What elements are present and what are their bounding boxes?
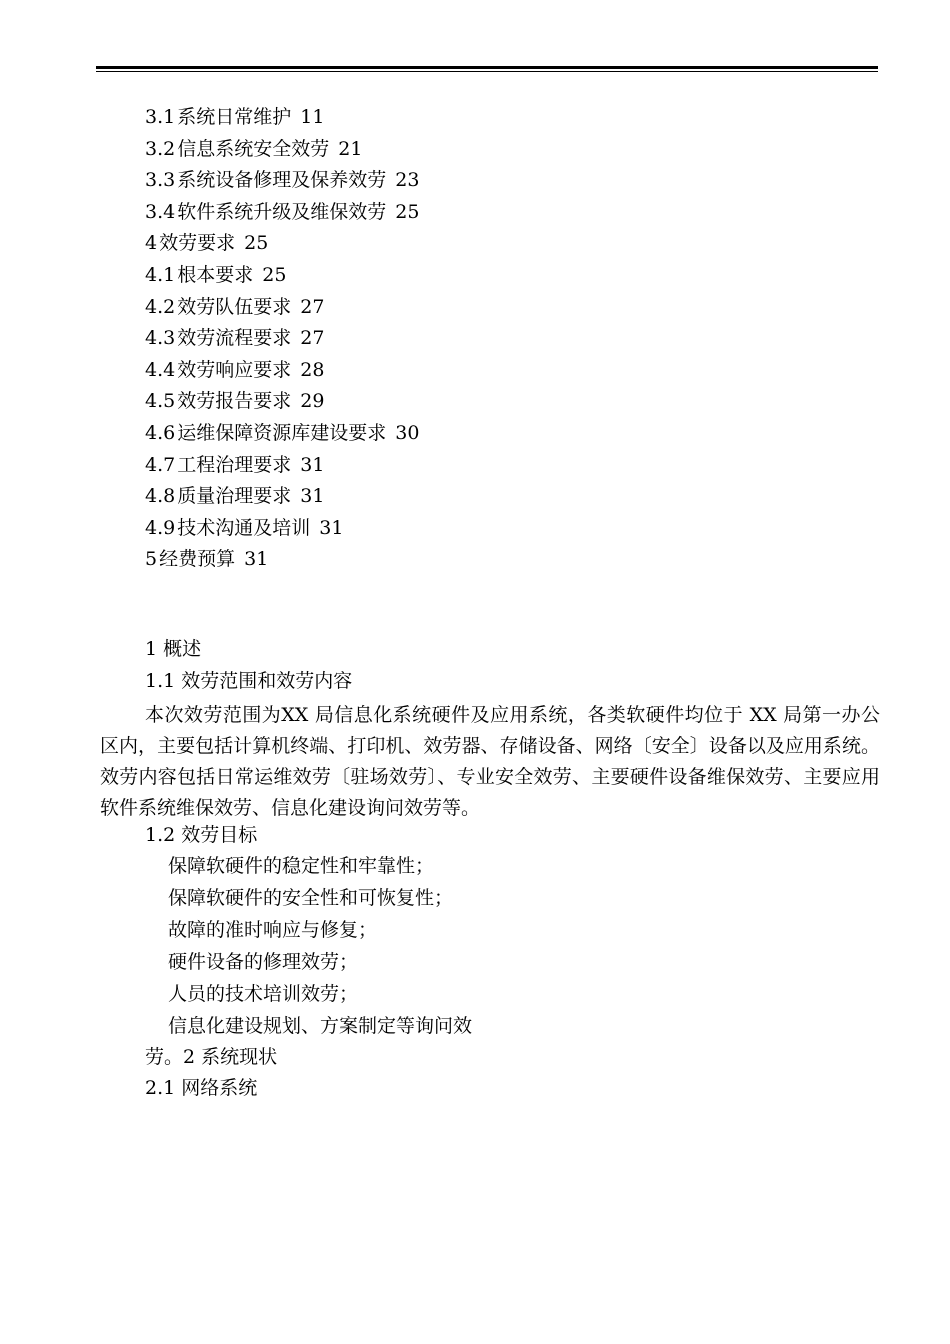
toc-entry-title: 根本要求 — [177, 263, 254, 286]
toc-entry-number: 5 — [145, 548, 158, 571]
toc-entry-number: 4.8 — [145, 485, 176, 508]
toc-entry-number: 3.4 — [145, 200, 176, 223]
toc-entry-page: 25 — [395, 200, 420, 223]
toc-entry-title: 系统设备修理及保养效劳 — [177, 169, 387, 192]
toc-entry-page: 11 — [300, 106, 325, 128]
goal-item: 人员的技术培训效劳； — [168, 983, 359, 1005]
toc-entry — [145, 228, 419, 260]
toc-entry-page: 31 — [319, 516, 344, 539]
goal-item: 故障的准时响应与修复； — [168, 919, 378, 941]
toc-entry-title: 效劳队伍要求 — [177, 295, 292, 318]
header-rule-thick — [96, 66, 878, 69]
section-heading-2: 劳。2 系统现状 — [145, 1046, 278, 1068]
toc-entry-page: 27 — [300, 295, 325, 318]
toc-entry-page: 25 — [262, 263, 287, 286]
toc-entry-number: 4.1 — [145, 263, 176, 286]
toc-entry-page: 28 — [300, 358, 325, 381]
toc-entry-page: 21 — [338, 137, 363, 160]
toc-entry-title: 软件系统升级及维保效劳 — [177, 200, 387, 223]
toc-entry — [145, 165, 419, 197]
service-goals-list — [168, 850, 472, 1042]
paragraph-service-scope: 本次效劳范围为XX 局信息化系统硬件及应用系统，各类软硬件均位于 XX 局第一办公区内，主要包括计算机终端、打印机、效劳器、存储设备、网络〔安全〕设备以及应用系统。效劳内容包括日常运维效劳〔驻场效劳〕、专业安全效劳、主要硬件设备维保效劳、主要应用软件系统维保效劳、信息化建设询问效劳等。 — [100, 704, 880, 819]
toc-entry-title: 质量治理要求 — [177, 485, 292, 508]
toc-entry-title: 信息系统安全效劳 — [177, 137, 330, 160]
toc-entry-page: 31 — [300, 453, 325, 476]
toc-entry-title: 效劳要求 — [159, 232, 236, 255]
toc-entry — [145, 418, 419, 450]
toc-entry-page: 31 — [300, 485, 325, 508]
toc-entry — [145, 323, 419, 355]
section-heading-1-1: 1.1 效劳范围和效劳内容 — [145, 670, 353, 692]
toc-entry-page: 23 — [395, 169, 420, 192]
toc-entry-number: 4.3 — [145, 327, 176, 350]
toc-entry — [145, 102, 419, 134]
toc-entry-number: 4.7 — [145, 453, 176, 476]
header-rule-thin — [96, 71, 878, 72]
toc-entry-number: 3.3 — [145, 169, 176, 192]
section-heading-1-2: 1.2 效劳目标 — [145, 824, 258, 846]
goal-item: 保障软硬件的稳定性和牢靠性； — [168, 855, 435, 877]
toc-entry-title: 经费预算 — [159, 548, 236, 571]
toc-entry-title: 工程治理要求 — [177, 453, 292, 476]
toc-entry — [145, 292, 419, 324]
toc-entry-number: 4.9 — [145, 516, 176, 539]
toc-entry-number: 3.1 — [145, 106, 176, 128]
toc-entry — [145, 386, 419, 418]
toc-entry-number: 4 — [145, 232, 158, 255]
toc-entry — [145, 355, 419, 387]
toc-entry-number: 4.5 — [145, 390, 176, 413]
toc-entry-title: 运维保障资源库建设要求 — [177, 421, 387, 444]
section-heading-1: 1 概述 — [145, 638, 202, 660]
toc-entry-number: 4.6 — [145, 421, 176, 444]
toc-entry-number: 3.2 — [145, 137, 176, 160]
toc-entry-page: 30 — [395, 421, 420, 444]
toc-entry — [145, 481, 419, 513]
toc-entry-title: 效劳报告要求 — [177, 390, 292, 413]
goal-item: 信息化建设规划、方案制定等询问效 — [168, 1015, 473, 1037]
toc-entry — [145, 544, 419, 576]
toc-entry-title: 效劳响应要求 — [177, 358, 292, 381]
toc-entry — [145, 450, 419, 482]
toc-entry — [145, 197, 419, 229]
toc-entry-title: 效劳流程要求 — [177, 327, 292, 350]
toc-entry-page: 27 — [300, 327, 325, 350]
toc-entry-number: 4.2 — [145, 295, 176, 318]
goal-item: 保障软硬件的安全性和可恢复性； — [168, 887, 454, 909]
toc-entry — [145, 513, 419, 545]
toc-entry — [145, 134, 419, 166]
toc-entry-number: 4.4 — [145, 358, 176, 381]
toc-entry-page: 25 — [244, 232, 269, 255]
toc-entry — [145, 260, 419, 292]
toc-entry-title: 技术沟通及培训 — [177, 516, 311, 539]
toc-entry-title: 系统日常维护 — [177, 106, 292, 128]
toc-entry-page: 29 — [300, 390, 325, 413]
section-heading-2-1: 2.1 网络系统 — [145, 1077, 258, 1099]
table-of-contents — [145, 102, 419, 576]
toc-entry-page: 31 — [244, 548, 269, 571]
goal-item: 硬件设备的修理效劳； — [168, 951, 359, 973]
